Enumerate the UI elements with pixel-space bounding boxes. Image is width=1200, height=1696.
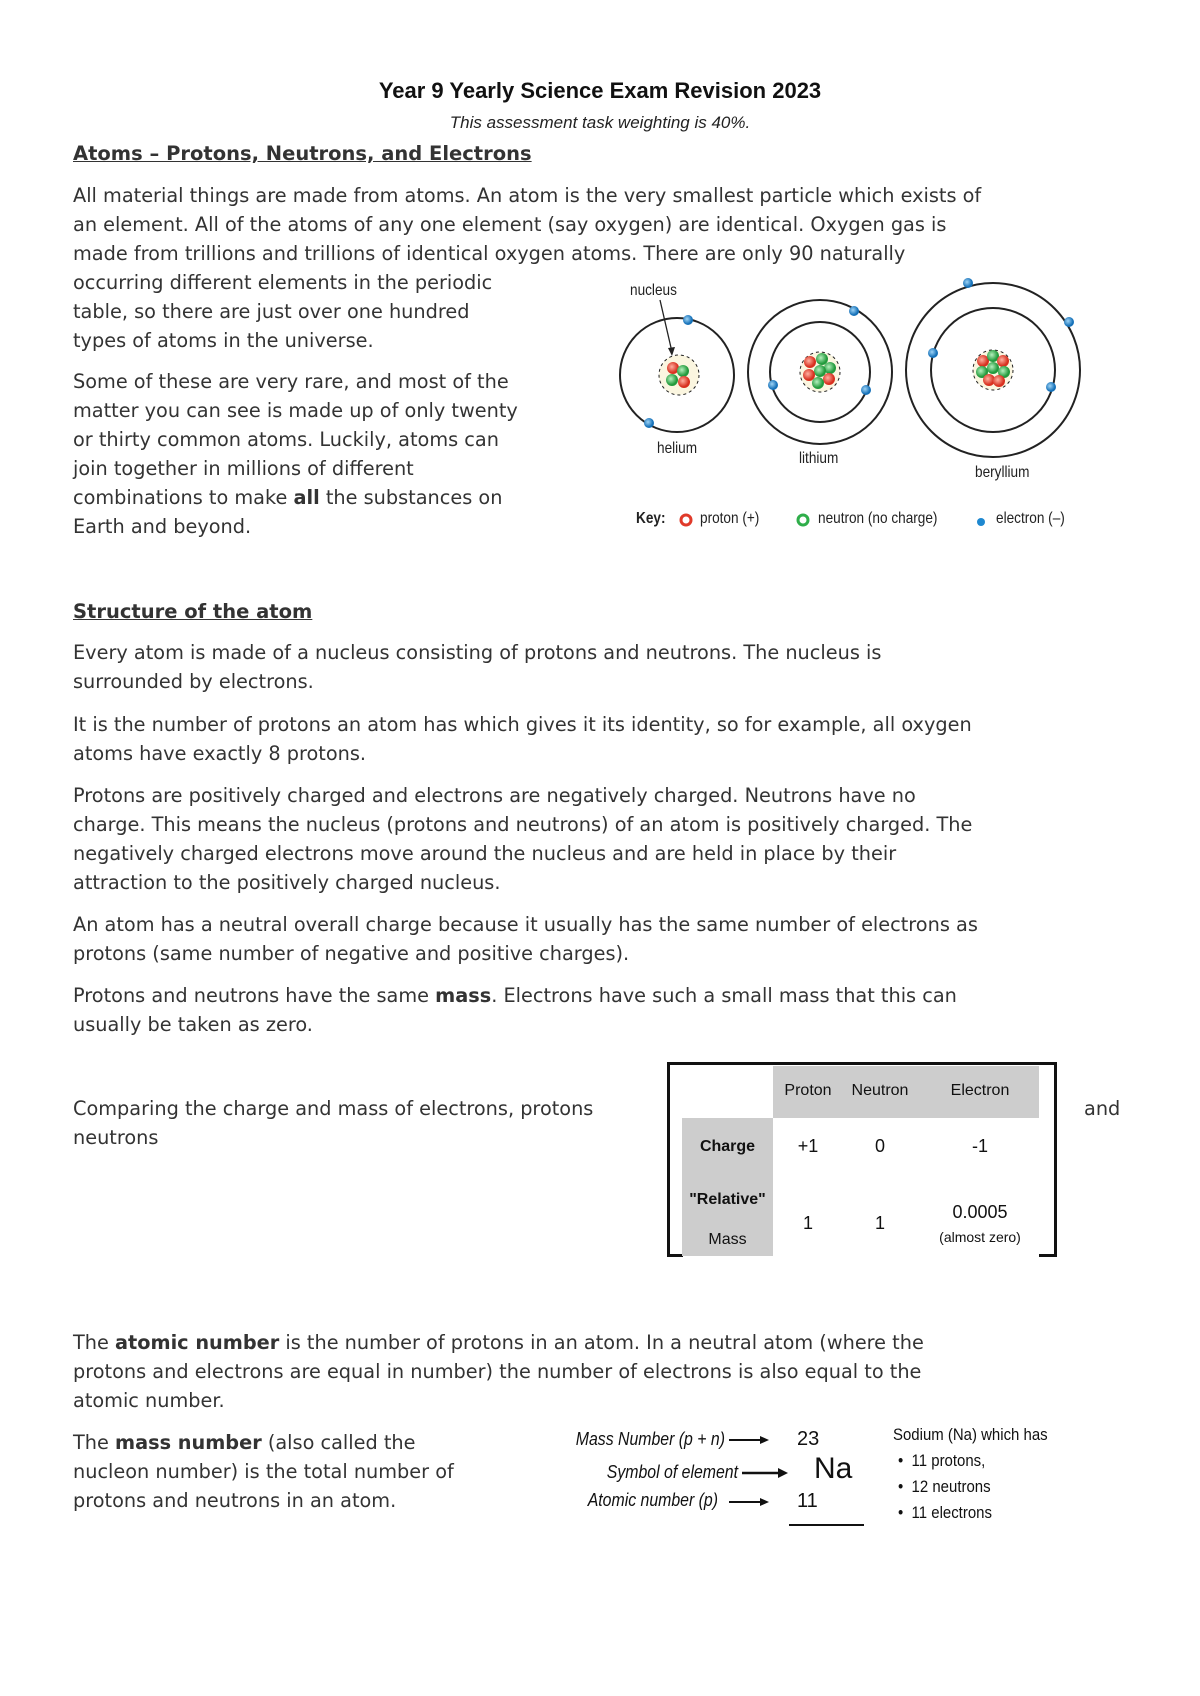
page-title: Year 9 Yearly Science Exam Revision 2023 bbox=[378, 78, 822, 103]
bullet-electrons: • 11 electrons bbox=[898, 1503, 992, 1522]
cell-neutron-charge: 0 bbox=[874, 1136, 885, 1156]
proton-key-icon bbox=[681, 515, 691, 525]
bullet-text: 11 electrons bbox=[911, 1503, 992, 1522]
text-line: usually be taken as zero. bbox=[73, 1013, 313, 1036]
bullet-protons: • 11 protons, bbox=[898, 1451, 986, 1470]
subtitle: This assessment task weighting is 40%. bbox=[449, 113, 751, 132]
arrow-icons bbox=[725, 1425, 795, 1515]
text: Protons and neutrons have the same bbox=[73, 984, 436, 1007]
bold-text: all bbox=[293, 486, 320, 509]
bullet-text: 12 neutrons bbox=[911, 1477, 991, 1496]
section-heading-structure: Structure of the atom bbox=[73, 600, 313, 623]
text-line: neutrons bbox=[73, 1126, 159, 1149]
text-line bbox=[73, 1428, 454, 1457]
atomic-number-value: 11 bbox=[797, 1490, 818, 1512]
element-symbol: Na bbox=[814, 1452, 853, 1485]
table-border-left bbox=[667, 1062, 670, 1257]
row-label-charge: Charge bbox=[699, 1138, 756, 1155]
text-line: attraction to the positively charged nucleus. bbox=[73, 871, 501, 894]
key-proton: proton (+) bbox=[700, 510, 760, 527]
text-line: All material things are made from atoms. An atom is the very smallest particle which exists of bbox=[73, 184, 982, 207]
paragraph-mass-number bbox=[73, 1428, 454, 1515]
nucleus-label: nucleus bbox=[630, 282, 677, 299]
paragraph-atomic-number bbox=[73, 1328, 924, 1415]
text-line: Protons are positively charged and electrons are negatively charged. Neutrons have no bbox=[73, 784, 916, 807]
label-atomic-number: Atomic number (p) bbox=[587, 1490, 718, 1510]
text-line: matter you can see is made up of only twenty bbox=[73, 399, 518, 422]
key-neutron: neutron (no charge) bbox=[818, 510, 938, 527]
cell-electron-mass: 0.0005 bbox=[952, 1202, 1008, 1222]
text: The bbox=[73, 1331, 115, 1354]
text-line: atoms have exactly 8 protons. bbox=[73, 742, 367, 765]
text: The bbox=[73, 1431, 115, 1454]
arrow-right-icon bbox=[742, 1468, 788, 1478]
label-symbol: Symbol of element bbox=[606, 1462, 738, 1482]
neutron-key-icon bbox=[798, 515, 808, 525]
text-line: protons and neutrons in an atom. bbox=[73, 1489, 397, 1512]
atom-label-lithium: lithium bbox=[799, 450, 839, 467]
table-border-top bbox=[667, 1062, 1057, 1065]
cell-proton-charge: +1 bbox=[797, 1136, 819, 1156]
header-proton: Proton bbox=[784, 1082, 832, 1099]
text: combinations to make bbox=[73, 486, 294, 509]
text: (also called the bbox=[261, 1431, 416, 1454]
paragraph-identity bbox=[73, 710, 972, 768]
arrow-right-icon bbox=[729, 1436, 769, 1444]
sodium-description: Sodium (Na) which has bbox=[893, 1425, 1048, 1444]
section-heading-atoms: Atoms – Protons, Neutrons, and Electrons bbox=[73, 142, 532, 165]
text-line: an element. All of the atoms of any one element (say oxygen) are identical. Oxygen gas is bbox=[73, 213, 947, 236]
text: . Electrons have such a small mass that this can bbox=[491, 984, 957, 1007]
paragraph-comparing bbox=[73, 1094, 593, 1152]
text-line: protons and electrons are equal in number) the number of electrons is also equal to the bbox=[73, 1360, 922, 1383]
text-line: surrounded by electrons. bbox=[73, 670, 314, 693]
cell-proton-mass: 1 bbox=[802, 1213, 813, 1233]
text-line: table, so there are just over one hundred bbox=[73, 300, 470, 323]
text-line: Earth and beyond. bbox=[73, 515, 252, 538]
paragraph-neutral bbox=[73, 910, 978, 968]
text-line: Comparing the charge and mass of electrons, protons bbox=[73, 1097, 594, 1120]
paragraph-charges bbox=[73, 781, 972, 897]
text-line: join together in millions of different bbox=[73, 457, 414, 480]
table-border-right bbox=[1054, 1062, 1057, 1257]
text-line bbox=[73, 981, 957, 1010]
text: the substances on bbox=[319, 486, 503, 509]
lithium-atom bbox=[748, 300, 892, 444]
underline bbox=[789, 1524, 864, 1526]
text-and: and bbox=[1084, 1097, 1121, 1120]
text-line: charge. This means the nucleus (protons and neutrons) of an atom is positively charged. The bbox=[73, 813, 973, 836]
text-line: or thirty common atoms. Luckily, atoms can bbox=[73, 428, 499, 451]
bold-text: atomic number bbox=[115, 1331, 280, 1354]
row-label-mass: Mass bbox=[708, 1231, 747, 1248]
text-line: made from trillions and trillions of identical oxygen atoms. There are only 90 naturally bbox=[73, 242, 906, 265]
text-line: negatively charged electrons move around the nucleus and are held in place by their bbox=[73, 842, 897, 865]
bold-text: mass number bbox=[115, 1431, 262, 1454]
text-line: types of atoms in the universe. bbox=[73, 329, 374, 352]
text-line: atomic number. bbox=[73, 1389, 225, 1412]
text-line: protons (same number of negative and positive charges). bbox=[73, 942, 630, 965]
beryllium-atom bbox=[906, 278, 1080, 457]
electron-key-icon bbox=[977, 518, 985, 526]
arrow-right-icon bbox=[729, 1498, 769, 1506]
text-line: Every atom is made of a nucleus consisting of protons and neutrons. The nucleus is bbox=[73, 641, 882, 664]
text-line: Some of these are very rare, and most of the bbox=[73, 370, 509, 393]
cell-electron-mass-note: (almost zero) bbox=[939, 1229, 1021, 1245]
bullet-neutrons: • 12 neutrons bbox=[898, 1477, 991, 1496]
mass-number-value: 23 bbox=[797, 1428, 820, 1450]
text: is the number of protons in an atom. In a neutral atom (where the bbox=[279, 1331, 924, 1354]
key-label: Key: bbox=[636, 510, 666, 527]
text-line: nucleon number) is the total number of bbox=[73, 1460, 454, 1483]
header-electron: Electron bbox=[950, 1082, 1010, 1099]
text-line bbox=[73, 1328, 924, 1357]
cell-neutron-mass: 1 bbox=[874, 1213, 885, 1233]
cell-electron-charge: -1 bbox=[971, 1136, 988, 1156]
paragraph-nucleus bbox=[73, 638, 881, 696]
label-mass-number: Mass Number (p + n) bbox=[575, 1429, 725, 1449]
helium-atom bbox=[620, 300, 734, 432]
text-line: An atom has a neutral overall charge because it usually has the same number of electrons as bbox=[73, 913, 978, 936]
paragraph-mass bbox=[73, 981, 957, 1039]
text-line: It is the number of protons an atom has which gives it its identity, so for example, all oxygen bbox=[73, 713, 972, 736]
table-border-bottom-left bbox=[667, 1254, 683, 1257]
bold-text: mass bbox=[435, 984, 492, 1007]
header-neutron: Neutron bbox=[851, 1082, 909, 1099]
atom-label-helium: helium bbox=[657, 440, 698, 457]
table-border-bottom-right bbox=[1039, 1254, 1057, 1257]
text-line: occurring different elements in the periodic bbox=[73, 271, 493, 294]
bullet-text: 11 protons, bbox=[911, 1451, 986, 1470]
atom-label-beryllium: beryllium bbox=[975, 464, 1030, 481]
key-electron: electron (–) bbox=[996, 510, 1065, 527]
row-label-relative: "Relative" bbox=[689, 1191, 766, 1208]
